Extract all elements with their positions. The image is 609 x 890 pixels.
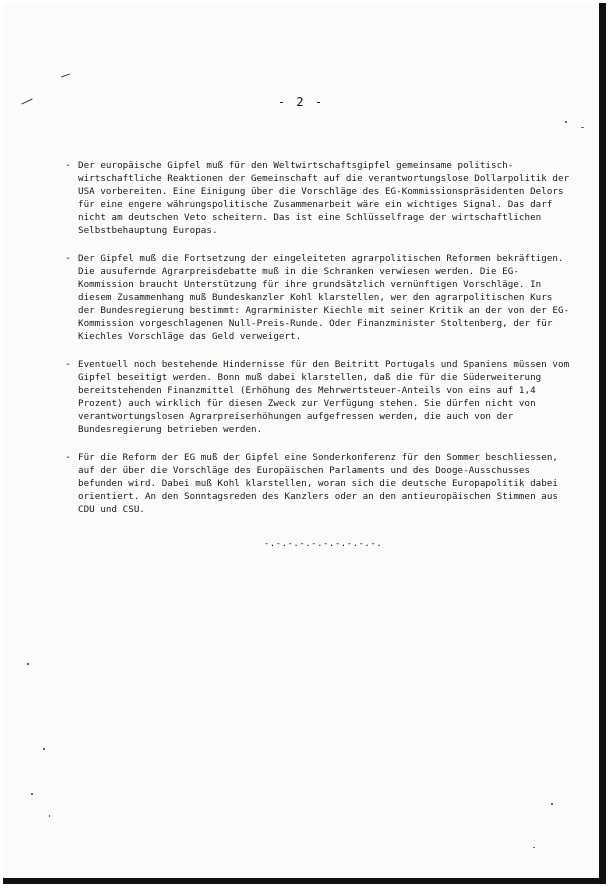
scan-speck (31, 793, 33, 795)
document-page (3, 3, 606, 884)
scan-speck (27, 663, 29, 665)
scan-speck (43, 748, 45, 750)
scan-speck (49, 815, 50, 817)
bullet-dash: - (65, 359, 72, 370)
bullet-dash: - (65, 253, 72, 264)
scan-speck (533, 847, 535, 848)
scan-speck (581, 127, 584, 128)
page-number: - 2 - (277, 95, 325, 109)
scan-mark (61, 73, 70, 77)
paragraph-text: Für die Reform der EG muß der Gipfel eine Sonderkonferenz für den Sommer beschliessen, auf der über die Vorschläge des Europäischen Parlaments und des Dooge-Ausschusses befunden wird. Dabei muß Kohl klarstellen, woran sich die deutsche Europapolitik dabei orientiert. An den Sonntagsreden des Kanzlers oder an den antieuropäischen Stimmen aus CDU und CSU. (78, 452, 558, 515)
bullet-dash: - (65, 160, 72, 171)
scan-speck (551, 803, 553, 805)
paragraph (65, 159, 571, 237)
scan-speck (565, 121, 567, 123)
paragraph-text: Der Gipfel muß die Fortsetzung der eingeleiteten agrarpolitischen Reformen bekräftigen. Die ausufernde Agrarpreisdebatte muß in die Schranken verwiesen werden. Die EG-Kommission braucht Unterstützung für ihre grundsätzlich vernünftigen Vorschläge. In diesem Zusammenhang muß Bundeskanzler Kohl klarstellen, wer den agrarpolitischen Kurs der Bundesregierung bestimmt: Agrarminister Kiechle mit seiner Kritik an der von der EG-Kommission vorgeschlagenen Null-Preis-Runde. Oder Finanzminister Stoltenberg, der für Kiechles Vorschläge das Geld verweigert. (78, 253, 570, 342)
paragraph (65, 252, 571, 343)
paragraph-list (65, 159, 571, 531)
paragraph-text: Eventuell noch bestehende Hindernisse für den Beitritt Portugals und Spaniens müssen vom Gipfel beseitigt werden. Bonn muß dabei klarstellen, daß die für die Süderweiterung bereitstehenden Finanzmittel (Erhöhung des Mehrwertsteuer-Anteils von eins auf 1,4 Prozent) auch wirklich für diesen Zweck zur Verfügung stehen. Sie dürfen nicht von verantwortungslosen Agrarpreiserhöhungen aufgefressen werden, die auch von der Bundesregierung betrieben werden. (78, 359, 570, 435)
section-separator: -.-.-.-.-.-.-.-.-.-. (263, 539, 383, 549)
bullet-dash: - (65, 452, 72, 463)
paragraph (65, 358, 571, 436)
paragraph (65, 451, 571, 516)
paragraph-text: Der europäische Gipfel muß für den Weltwirtschaftsgipfel gemeinsame politisch-wirtschaftliche Reaktionen der Gemeinschaft auf die verantwortungslose Dollarpolitik der USA vorbereiten. Eine Einigung über die Vorschläge des EG-Kommissionspräsidenten Delors für eine engere währungspolitische Zusammenarbeit wäre ein wichtiges Signal. Das darf nicht am deutschen Veto scheitern. Das ist eine Schlüsselfrage der wirtschaftlichen Selbstbehauptung Europas. (78, 160, 570, 236)
